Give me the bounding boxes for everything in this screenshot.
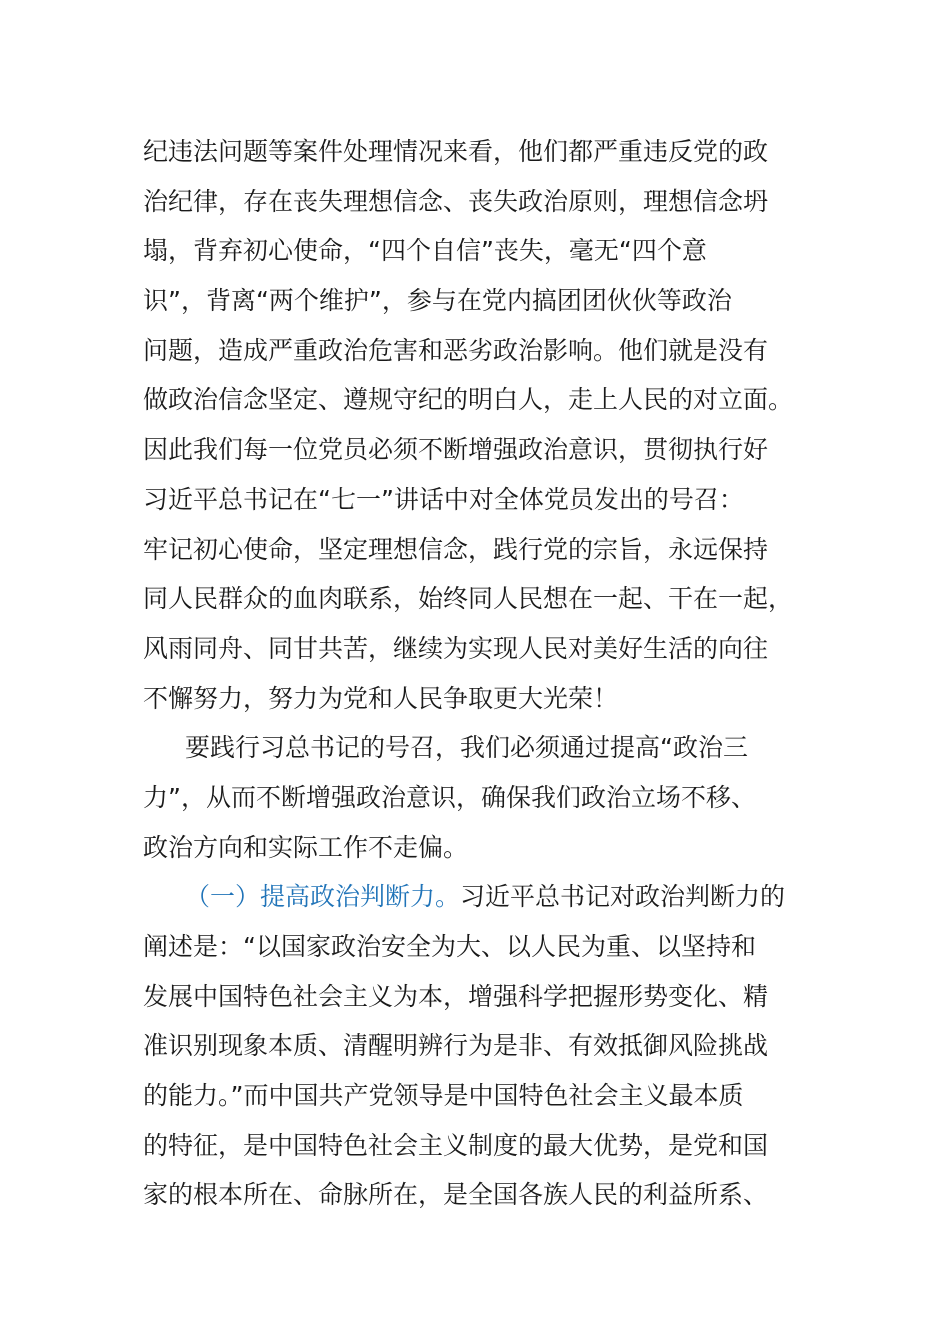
section-heading: （一）提高政治判断力。 [185, 882, 461, 912]
text-line: 的特征，是中国特色社会主义制度的最大优势，是党和国 [143, 1130, 769, 1160]
text-line: 习近平总书记在“七一”讲话中对全体党员发出的号召： [143, 484, 744, 514]
text-line: 牢记初心使命，坚定理想信念，践行党的宗旨，永远保持 [143, 534, 769, 564]
text-line: 的能力。”而中国共产党领导是中国特色社会主义最本质 [143, 1081, 744, 1111]
text-line: 政治方向和实际工作不走偏。 [143, 832, 469, 862]
text-line: 家的根本所在、命脉所在，是全国各族人民的利益所系、 [143, 1180, 769, 1210]
text-line [143, 872, 823, 922]
text-line: 阐述是：“以国家政治安全为大、以人民为重、以坚持和 [143, 932, 756, 961]
text-line: 发展中国特色社会主义为本，增强科学把握形势变化、精 [143, 981, 769, 1011]
text-line: 做政治信念坚定、遵规守纪的明白人，走上人民的对立面。 [143, 385, 794, 415]
text-line: 准识别现象本质、清醒明辨行为是非、有效抵御风险挑战 [143, 1031, 769, 1061]
paragraph-1 [143, 127, 823, 723]
document-body [143, 127, 823, 1220]
text-line: 不懈努力，努力为党和人民争取更大光荣！ [143, 683, 619, 713]
paragraph-2 [143, 723, 823, 872]
text-line: 力”，从而不断增强政治意识，确保我们政治立场不移、 [143, 782, 756, 812]
text-line: 问题，造成严重政治危害和恶劣政治影响。他们就是没有 [143, 335, 769, 365]
text-line: 同人民群众的血肉联系，始终同人民想在一起、干在一起， [143, 584, 794, 614]
paragraph-3 [143, 872, 823, 1220]
text-line: 塌，背弃初心使命，“四个自信”丧失，毫无“四个意 [143, 236, 707, 266]
text-line: 识”，背离“两个维护”，参与在党内搞团团伙伙等政治 [143, 286, 732, 316]
text-run: 习近平总书记对政治判断力的 [460, 882, 786, 912]
text-line: 纪违法问题等案件处理情况来看，他们都严重违反党的政 [143, 137, 769, 166]
text-line: 风雨同舟、同甘共苦，继续为实现人民对美好生活的向往 [143, 633, 769, 663]
text-line: 因此我们每一位党员必须不断增强政治意识，贯彻执行好 [143, 435, 769, 465]
text-line: 要践行习总书记的号召，我们必须通过提高“政治三 [185, 733, 748, 763]
text-line: 治纪律，存在丧失理想信念、丧失政治原则，理想信念坍 [143, 186, 769, 216]
